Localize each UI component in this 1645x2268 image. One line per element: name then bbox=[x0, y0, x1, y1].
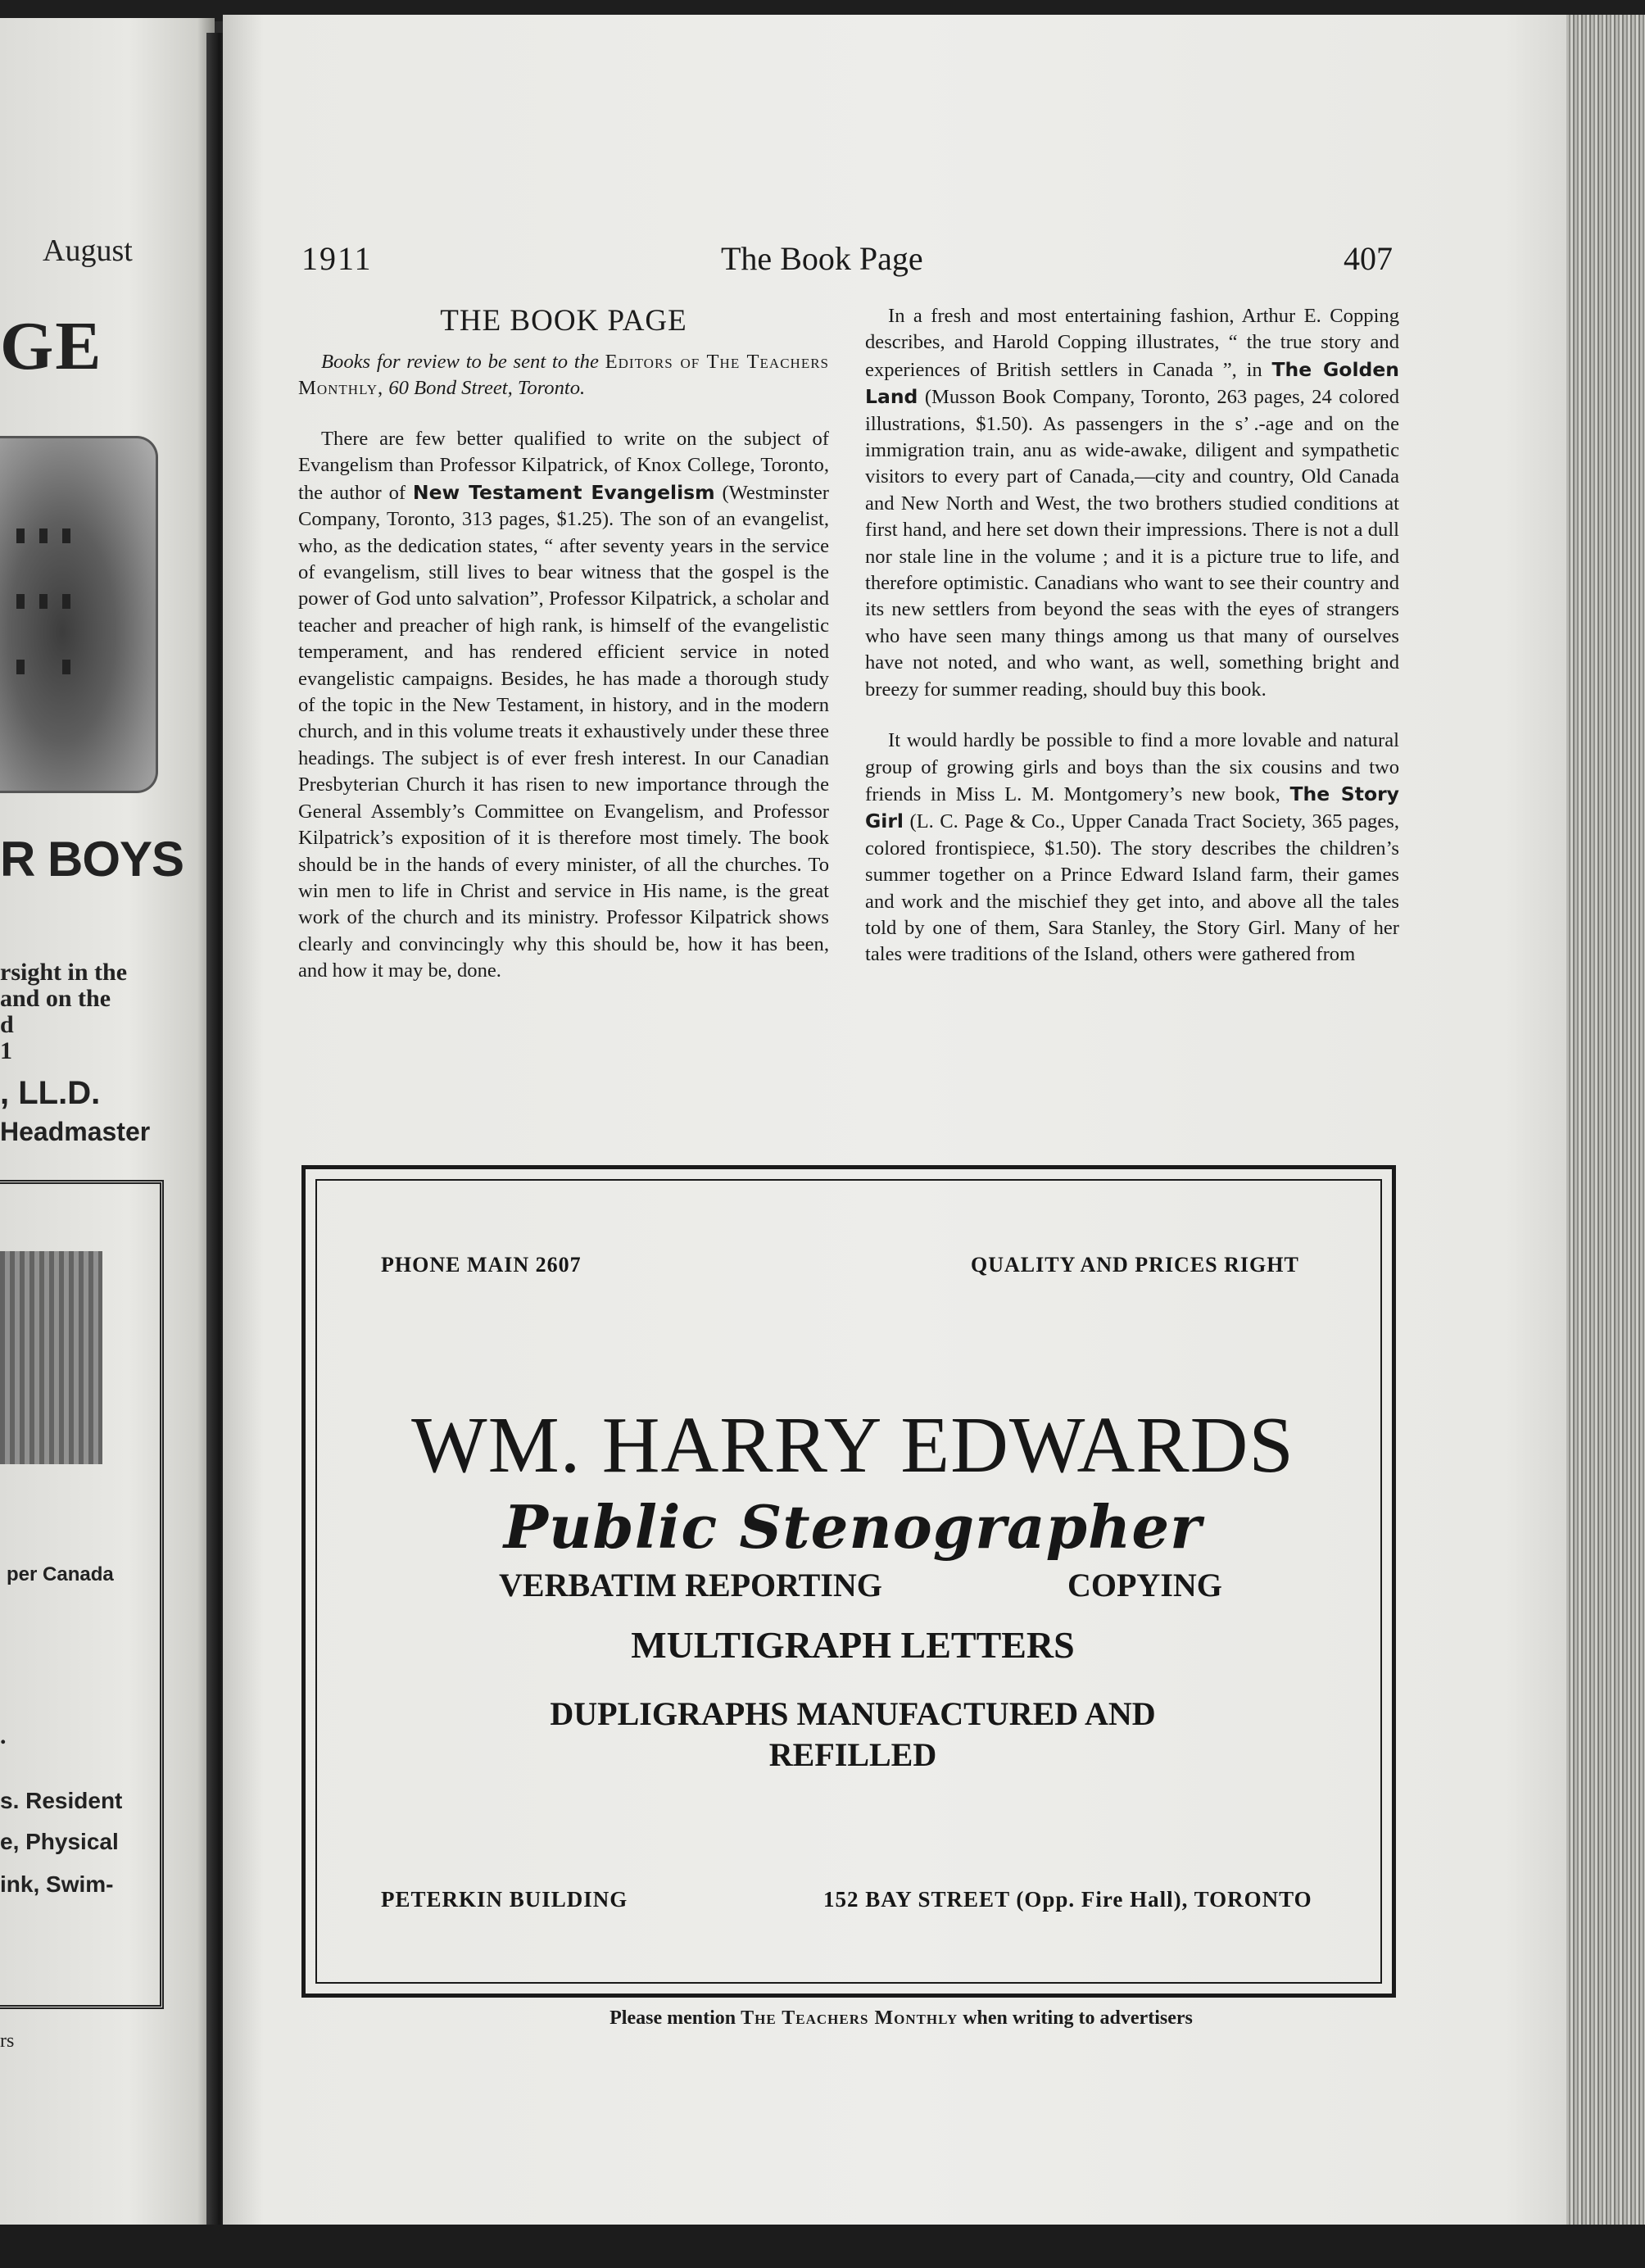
ad-service-dupligraphs bbox=[317, 1694, 1389, 1776]
editors-name: Editors of The Teachers Monthly, bbox=[298, 351, 829, 399]
previous-page-month: August bbox=[43, 234, 133, 268]
previous-page-text-line: and on the bbox=[0, 985, 111, 1012]
footer-text: Please mention bbox=[610, 2007, 741, 2029]
book-title: The Story Girl bbox=[865, 782, 1400, 833]
editors-notice-address: 60 Bond Street, Toronto. bbox=[383, 377, 586, 399]
ad-service-copying: COPYING bbox=[1067, 1567, 1222, 1603]
footer-notice bbox=[0, 2007, 1645, 2030]
review-new-testament-evangelism bbox=[298, 426, 829, 985]
previous-page-bottom: rs bbox=[0, 2030, 15, 2052]
review-text: In a fresh and most entertaining fashion, Arthur E. Copping describes, and Harold Copping illustrates, “ the true story and experiences of British settlers in Canada ”, in bbox=[865, 305, 1399, 381]
footer-magazine: The Teachers Monthly bbox=[741, 2007, 958, 2029]
ad-building: PETERKIN BUILDING bbox=[381, 1887, 628, 1912]
review-story-girl bbox=[865, 728, 1399, 968]
previous-page-text-line: 1 bbox=[0, 1037, 12, 1064]
section-heading: THE BOOK PAGE bbox=[440, 304, 687, 338]
previous-page-physical: e, Physical bbox=[0, 1829, 119, 1854]
previous-page-text-line: d bbox=[0, 1011, 14, 1038]
previous-page-degree: , LL.D. bbox=[0, 1075, 101, 1111]
page-edge-stack bbox=[1566, 15, 1645, 2230]
running-header-year: 1911 bbox=[301, 240, 373, 277]
editors-notice-prefix: Books for review to be sent to the bbox=[321, 351, 605, 373]
building-illustration bbox=[0, 1251, 102, 1464]
review-golden-land bbox=[865, 303, 1399, 703]
previous-page-boys-heading: R BOYS bbox=[0, 832, 184, 887]
previous-page-canada: per Canada bbox=[7, 1563, 114, 1585]
review-text: It would hardly be possible to find a more lovable and natural group of growing girls and boys than the six cousins and two friends in Miss L. M. Montgomery’s new book, bbox=[865, 729, 1399, 805]
previous-page-headmaster: Headmaster bbox=[0, 1117, 151, 1146]
book-title: New Testament Evangelism bbox=[412, 480, 715, 504]
review-text: (L. C. Page & Co., Upper Canada Tract Society, 365 pages, colored frontispiece, $1.50). The story describes the children’s summer together on a Prince Edward Island farm, their games and work and the mischief they get into, and above all the tales told by one of them, Sara Stanley, the Story Girl. Many of her tales were traditions of the Island, others were gathered from bbox=[865, 810, 1399, 966]
advertisement-inner-border bbox=[315, 1179, 1382, 1984]
scan-bottom-edge bbox=[0, 2225, 1645, 2268]
previous-page-dot: . bbox=[0, 1722, 7, 1749]
footer-text: when writing to advertisers bbox=[958, 2007, 1193, 2029]
ad-service-multigraph: MULTIGRAPH LETTERS bbox=[631, 1624, 1075, 1666]
ad-service-verbatim: VERBATIM REPORTING bbox=[499, 1567, 882, 1603]
ad-dupligraphs-line: REFILLED bbox=[768, 1736, 937, 1773]
previous-page-swim: ink, Swim- bbox=[0, 1871, 114, 1897]
previous-page bbox=[0, 18, 215, 2230]
running-header-title: The Book Page bbox=[721, 240, 923, 277]
editors-notice bbox=[298, 349, 829, 401]
right-column bbox=[865, 303, 1399, 968]
review-text: There are few better qualified to write on the subject of Evangelism than Professor Kilpatrick, of Knox College, Toronto, the author of bbox=[298, 428, 829, 504]
previous-page-text-line: rsight in the bbox=[0, 959, 128, 986]
school-photo bbox=[0, 436, 158, 793]
ad-business-name: WM. HARRY EDWARDS bbox=[411, 1401, 1294, 1490]
ad-address: 152 BAY STREET (Opp. Fire Hall), TORONTO bbox=[823, 1887, 1312, 1912]
advertisement-box bbox=[301, 1165, 1396, 1998]
ad-quality: QUALITY AND PRICES RIGHT bbox=[971, 1253, 1299, 1277]
left-column bbox=[298, 303, 829, 985]
book-title: The Golden Land bbox=[865, 357, 1399, 409]
ad-phone: PHONE MAIN 2607 bbox=[381, 1253, 582, 1277]
review-text: (Musson Book Company, Toronto, 263 pages, 24 colored illustrations, $1.50). As passengers in the s’ .-age and on the immigration train, anu as wide-awake, diligent and sympathetic visitors to every part of Canada,—city and country, Old Canada and New North and West, the two brothers studied conditions at first hand, and here set down their impressions. There is not a dull nor stale line in the volume ; and it is a picture true to life, and therefore optimistic. Canadians who want to see their country and its new settlers from beyond the seas with the eyes of strangers who have seen many things among us that many of ourselves have not noted, and who want, as well, something bright and breezy for summer reading, should buy this book. bbox=[865, 386, 1399, 701]
previous-page-masthead: GE bbox=[0, 308, 103, 384]
ad-dupligraphs-line: DUPLIGRAPHS MANUFACTURED AND bbox=[550, 1695, 1156, 1732]
ad-profession: Public Stenographer bbox=[503, 1492, 1203, 1562]
previous-page-resident: s. Resident bbox=[0, 1788, 123, 1813]
review-text: (Westminster Company, Toronto, 313 pages, $1.25). The son of an evangelist, who, as the dedication states, “ after seventy years in the service of evangelism, still lives to bear witness that the gospel is the power of God unto salvation”, Professor Kilpatrick, a scholar and teacher and preacher of high rank, is himself of the evangelistic temperament, and has rendered efficient service in noted evangelistic campaigns. Besides, he has made a thorough study of the topic in the New Testament, in history, and in the modern church, and in this volume treats it exhaustively under these three headings. The subject is of ever fresh interest. In our Canadian Presbyterian Church it has risen to new importance through the General Assembly’s Committee on Evangelism, and Professor Kilpatrick’s exposition of it is therefore most timely. The book should be in the hands of every minister, of all the churches. To win men to life in Christ and service in His name, is the great work of the church and its ministry. Professor Kilpatrick shows clearly and convincingly why this should be, how it has been, and how it may be, done. bbox=[298, 481, 829, 982]
page-number: 407 bbox=[1344, 240, 1393, 277]
